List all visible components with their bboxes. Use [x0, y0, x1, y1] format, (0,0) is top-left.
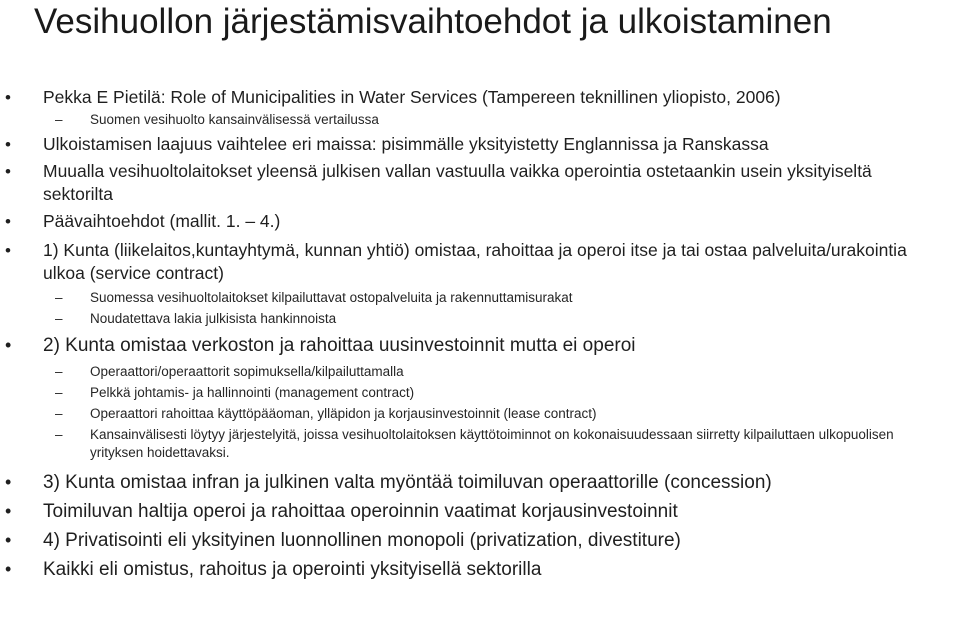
bullet-item: [0, 86, 923, 109]
bullet-icon: •: [5, 335, 12, 355]
bullet-text: 1) Kunta (liikelaitos,kuntayhtymä, kunnan yhtiö) omistaa, rahoittaa ja operoi itse ja tai ostaa palveluita/urakointia ulkoa (service contract): [43, 240, 907, 283]
sub-bullet-item: [0, 384, 960, 402]
sub-bullet-item: [0, 289, 960, 307]
bullet-icon: •: [5, 501, 12, 521]
dash-icon: –: [55, 311, 63, 326]
dash-icon: –: [55, 112, 63, 127]
dash-icon: –: [55, 427, 63, 442]
sub-bullet-item: [0, 405, 960, 423]
bullet-item: [0, 468, 960, 497]
bullet-text: Pekka E Pietilä: Role of Municipalities in Water Services (Tampereen teknillinen yliopisto, 2006): [43, 87, 781, 107]
slide-content: [0, 86, 960, 584]
sub-bullet-item: [0, 310, 960, 328]
sub-bullet-text: Pelkkä johtamis- ja hallinnointi (management contract): [90, 385, 415, 400]
bullet-text: 2) Kunta omistaa verkoston ja rahoittaa uusinvestoinnit mutta ei operoi: [43, 335, 636, 356]
sub-bullet-text: Suomessa vesihuoltolaitokset kilpailuttavat ostopalveluita ja rakennuttamisurakat: [90, 290, 573, 305]
sub-bullet-item: [0, 426, 910, 462]
bullet-icon: •: [5, 162, 11, 181]
bullet-text: Muualla vesihuoltolaitokset yleensä julkisen vallan vastuulla vaikka operointia ostetaankin usein yksityiseltä sektorilta: [43, 161, 872, 204]
bullet-item: [0, 497, 960, 526]
bullet-item: [0, 526, 960, 555]
bullet-item: [0, 210, 960, 233]
slide-title: Vesihuollon järjestämisvaihtoehdot ja ulkoistaminen: [34, 2, 832, 41]
bullet-item: [0, 555, 960, 584]
bullet-text: Päävaihtoehdot (mallit. 1. – 4.): [43, 211, 281, 231]
bullet-icon: •: [5, 135, 11, 154]
sub-bullet-text: Operaattori rahoittaa käyttöpääoman, ylläpidon ja korjausinvestoinnit (lease contract): [90, 406, 597, 421]
bullet-icon: •: [5, 530, 12, 550]
bullet-item: [0, 239, 923, 285]
bullet-text: Ulkoistamisen laajuus vaihtelee eri maissa: pisimmälle yksityistetty Englannissa ja Ranskassa: [43, 134, 769, 154]
sub-bullet-text: Kansainvälisesti löytyy järjestelyitä, joissa vesihuoltolaitoksen käyttötoiminnot on kokonaisuudessaan siirretty kilpailuttaen ulkopuolisen yrityksen hoidettavaksi.: [90, 427, 894, 460]
dash-icon: –: [55, 406, 63, 421]
sub-bullet-text: Operaattori/operaattorit sopimuksella/kilpailuttamalla: [90, 364, 404, 379]
sub-bullet-text: Noudatettava lakia julkisista hankinnoista: [90, 311, 337, 326]
sub-bullet-text: Suomen vesihuolto kansainvälisessä vertailussa: [90, 112, 379, 127]
bullet-icon: •: [5, 559, 12, 579]
bullet-icon: •: [5, 212, 11, 231]
bullet-icon: •: [5, 472, 12, 492]
bullet-item: [0, 331, 960, 360]
dash-icon: –: [55, 364, 63, 379]
bullet-icon: •: [5, 88, 11, 107]
sub-bullet-item: [0, 363, 960, 381]
bullet-text: 4) Privatisointi eli yksityinen luonnollinen monopoli (privatization, divestiture): [43, 530, 681, 551]
bullet-text: Toimiluvan haltija operoi ja rahoittaa operoinnin vaatimat korjausinvestoinnit: [43, 501, 678, 522]
bullet-icon: •: [5, 241, 11, 260]
sub-bullet-item: [0, 111, 960, 129]
dash-icon: –: [55, 385, 63, 400]
bullet-text: 3) Kunta omistaa infran ja julkinen valta myöntää toimiluvan operaattorille (concession): [43, 472, 772, 493]
bullet-text: Kaikki eli omistus, rahoitus ja operointi yksityisellä sektorilla: [43, 559, 542, 580]
bullet-item: [0, 133, 960, 156]
dash-icon: –: [55, 290, 63, 305]
bullet-item: [0, 160, 923, 206]
